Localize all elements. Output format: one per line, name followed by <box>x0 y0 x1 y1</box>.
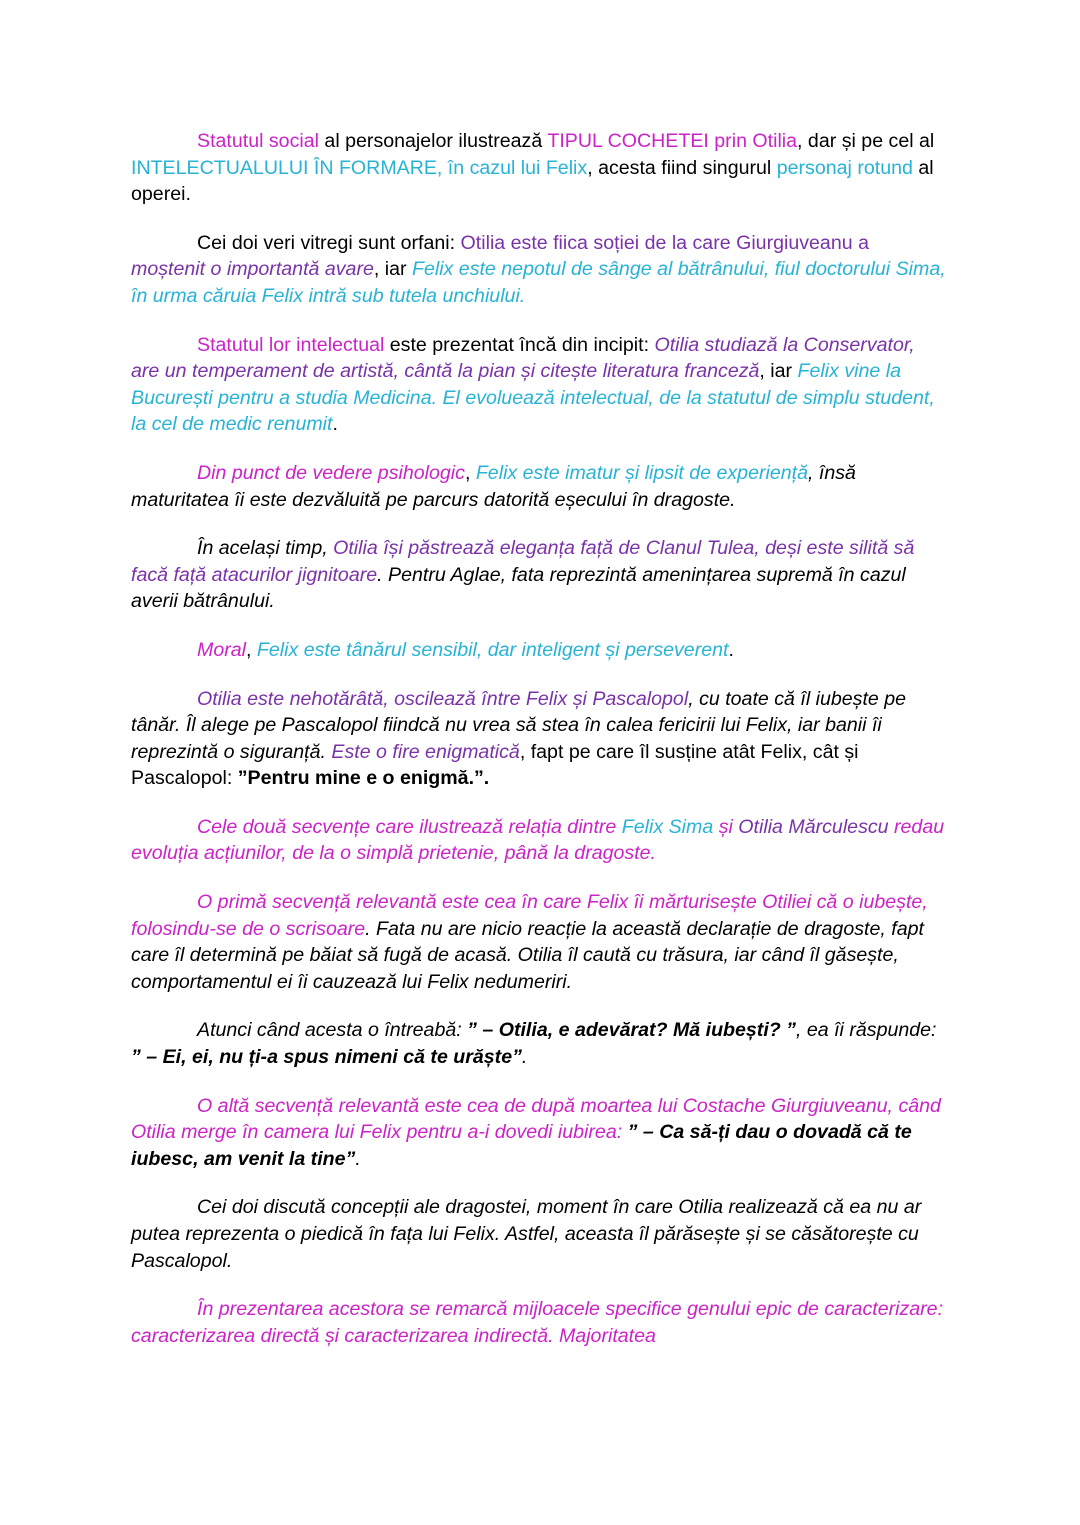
text-run: , însă maturitatea îi este dezvăluită pe parcurs datorită eșecului în dragoste. <box>131 461 856 511</box>
paragraph-doua-secvente <box>131 814 946 867</box>
text-run: , cu toate că îl iubește pe tânăr. Îl alege pe Pascalopol fiindcă nu vrea să stea în calea fericirii lui Felix, iar banii îi reprezintă o siguranță. <box>131 687 907 763</box>
text-run: ” – Ca să-ți dau o dovadă că te iubesc, am venit la tine” <box>131 1121 912 1170</box>
text-run: și <box>713 815 739 838</box>
text-run: În același timp, <box>197 537 334 560</box>
text-run: INTELECTUALULUI ÎN FORMARE, în cazul lui Felix <box>131 156 588 179</box>
text-run: Felix vine la București pentru a studia Medicina. El evoluează intelectual, de la statutul de simplu student, la cel de medic renumit <box>131 360 935 436</box>
text-run: Otilia își păstrează eleganța față de Clanul Tulea, deși este silită să facă față atacurilor jignitoare <box>131 537 915 586</box>
text-run: . Pentru Aglae, fata reprezintă amenințarea supremă în cazul averii bătrânului. <box>131 563 906 613</box>
text-run: , dar și pe cel al <box>797 130 935 152</box>
text-run: , fapt pe care îl susține atât Felix, cât și Pascalopol: <box>131 740 859 790</box>
text-run: ”Pentru mine e o enigmă.”. <box>237 767 490 790</box>
text-run: Otilia este fiica soției de la care Giurgiuveanu a <box>460 231 869 254</box>
paragraph-otilia-nehotarata <box>131 686 946 792</box>
paragraph-prima-secventa <box>131 889 946 995</box>
text-run: Otilia studiază la Conservator, are un temperament de artistă, cântă la pian și citește literatura franceză <box>131 333 915 383</box>
text-run: ” – Otilia, e adevărat? Mă iubești? ” <box>467 1019 796 1042</box>
text-run: . Fata nu are nicio reacție la această declarație de dragoste, fapt care îl determină pe băiat să fugă de acasă. Otilia îl caută cu trăsura, iar când îl găsește, comportamentul ei îi cauzează lui Felix nedumeriri. <box>131 917 924 993</box>
text-run: , acesta fiind singurul <box>587 156 777 179</box>
text-run: Felix este tânărul sensibil, dar inteligent și perseverent <box>256 638 729 661</box>
paragraph-alta-secventa <box>131 1093 946 1173</box>
text-run: , <box>464 461 476 484</box>
text-run: redau evoluția acțiunilor, de la o simplă prietenie, până la dragoste. <box>131 815 945 865</box>
paragraph-prezentare-caracterizare <box>131 1296 946 1349</box>
text-run: Felix Sima <box>621 815 714 838</box>
paragraph-statut-social <box>131 128 946 208</box>
text-run: Atunci când acesta o întreabă: <box>197 1019 468 1042</box>
text-run: , iar <box>759 360 798 383</box>
text-run: . <box>332 413 338 436</box>
text-run: Cei doi discută concepții ale dragostei, moment în care Otilia realizează că ea nu ar putea reprezenta o piedică în fața lui Felix. Astfel, aceasta îl părăsește și se căsătorește cu Pascalopol. <box>131 1196 922 1272</box>
text-run: Felix este nepotul de sânge al bătrânului, fiul doctorului Sima, în urma căruia Felix intră sub tutela unchiului. <box>131 258 946 307</box>
text-run: Otilia este nehotărâtă, oscilează între Felix și Pascalopol <box>197 687 689 710</box>
paragraph-moral <box>131 637 946 664</box>
text-run: , iar <box>373 258 412 281</box>
paragraph-concepții-dragoste <box>131 1194 946 1274</box>
text-run: Este o fire enigmatică <box>331 740 520 763</box>
text-run: Felix este imatur și lipsit de experiență <box>475 461 808 484</box>
text-run: , <box>246 638 257 661</box>
text-run: este prezentat încă din incipit: <box>384 333 655 356</box>
text-run: TIPUL COCHETEI prin Otilia <box>547 130 798 152</box>
paragraph-veri-vitregi <box>131 230 946 310</box>
text-run: . <box>355 1147 361 1170</box>
paragraph-statut-intelectual <box>131 332 946 438</box>
text-run: . <box>728 638 734 661</box>
text-run: În prezentarea acestora se remarcă mijloacele specifice genului epic de caracterizare: caracterizarea directă și caracterizarea indirectă. Majoritatea <box>131 1298 944 1347</box>
paragraph-acelasi-timp <box>131 535 946 615</box>
text-run: al personajelor ilustrează <box>318 130 548 152</box>
text-run: Otilia Mărculescu <box>738 815 889 838</box>
text-run: moștenit o importantă avare <box>131 258 374 281</box>
text-run: Moral <box>197 638 246 661</box>
text-run: Statutul lor intelectual <box>197 333 385 356</box>
text-run: O primă secvență relevantă este cea în care Felix îi mărturisește Otiliei că o iubește, folosindu-se de o scrisoare <box>131 891 928 940</box>
text-run: personaj rotund <box>776 156 913 179</box>
text-run: O altă secvență relevantă este cea de după moartea lui Costache Giurgiuveanu, când Otilia merge în camera lui Felix pentru a-i dovedi iubirea: <box>131 1094 941 1144</box>
text-run: Statutul social <box>197 130 319 152</box>
text-run: Din punct de vedere psihologic <box>197 461 465 484</box>
text-run: . <box>521 1046 528 1069</box>
text-run: al operei. <box>131 156 934 206</box>
text-run: Cele două secvențe care ilustrează relația dintre <box>197 815 622 838</box>
text-run: , ea îi răspunde: <box>795 1019 937 1042</box>
paragraph-psihologic <box>131 460 946 513</box>
text-run: ” – Ei, ei, nu ți-a spus nimeni că te urăște” <box>131 1046 522 1069</box>
text-run: Cei doi veri vitregi sunt orfani: <box>197 231 461 254</box>
document-page <box>131 128 946 1371</box>
paragraph-dialog-intrebare <box>131 1017 946 1070</box>
